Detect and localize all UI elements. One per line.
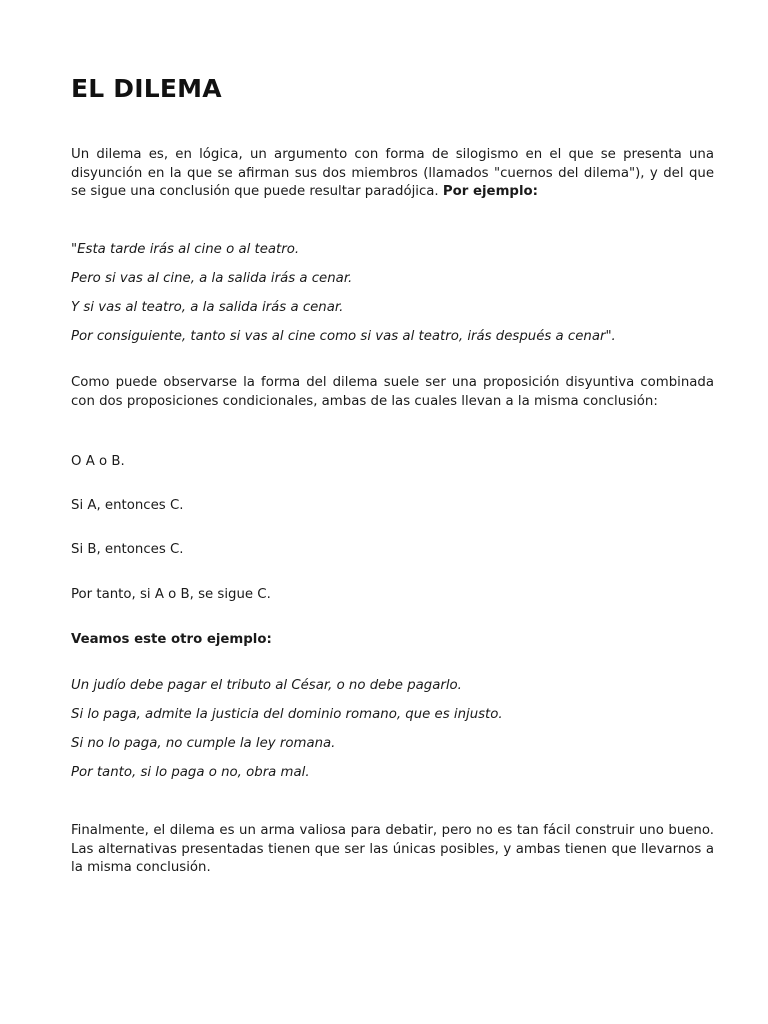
schema-line-2: Si A, entonces C. — [71, 498, 184, 513]
intro-bold-tail: Por ejemplo: — [442, 184, 538, 199]
document-title: EL DILEMA — [71, 74, 222, 103]
example2-heading: Veamos este otro ejemplo: — [71, 632, 272, 647]
example1-line-4: Por consiguiente, tanto si vas al cine como si vas al teatro, irás después a cenar". — [71, 329, 616, 344]
example2-line-2: Si lo paga, admite la justicia del dominio romano, que es injusto. — [71, 707, 503, 722]
schema-line-1: O A o B. — [71, 454, 125, 469]
example1-line-2: Pero si vas al cine, a la salida irás a cenar. — [71, 271, 353, 286]
example2-line-3: Si no lo paga, no cumple la ley romana. — [71, 736, 336, 751]
explanation-paragraph: Como puede observarse la forma del dilema suele ser una proposición disyuntiva combinada con dos proposiciones condicionales, ambas de las cuales llevan a la misma conclusión: — [71, 375, 714, 409]
schema-line-3: Si B, entonces C. — [71, 542, 184, 557]
example1-line-3: Y si vas al teatro, a la salida irás a cenar. — [71, 300, 344, 315]
intro-text: Un dilema es, en lógica, un argumento con forma de silogismo en el que se presenta una disyunción en la que se afirman sus dos miembros (llamados "cuernos del dilema"), y del que se sigue una conclusión que puede resultar paradójica. — [71, 147, 714, 199]
example1-line-1: "Esta tarde irás al cine o al teatro. — [71, 242, 300, 257]
example2-line-4: Por tanto, si lo paga o no, obra mal. — [71, 765, 310, 780]
conclusion-paragraph: Finalmente, el dilema es un arma valiosa para debatir, pero no es tan fácil construir uno bueno. Las alternativas presentadas tienen que ser las únicas posibles, y ambas tienen que llevarnos a la misma conclusión. — [71, 823, 714, 875]
example2-line-1: Un judío debe pagar el tributo al César, o no debe pagarlo. — [71, 678, 462, 693]
intro-paragraph — [71, 146, 714, 202]
schema-line-4: Por tanto, si A o B, se sigue C. — [71, 587, 271, 602]
